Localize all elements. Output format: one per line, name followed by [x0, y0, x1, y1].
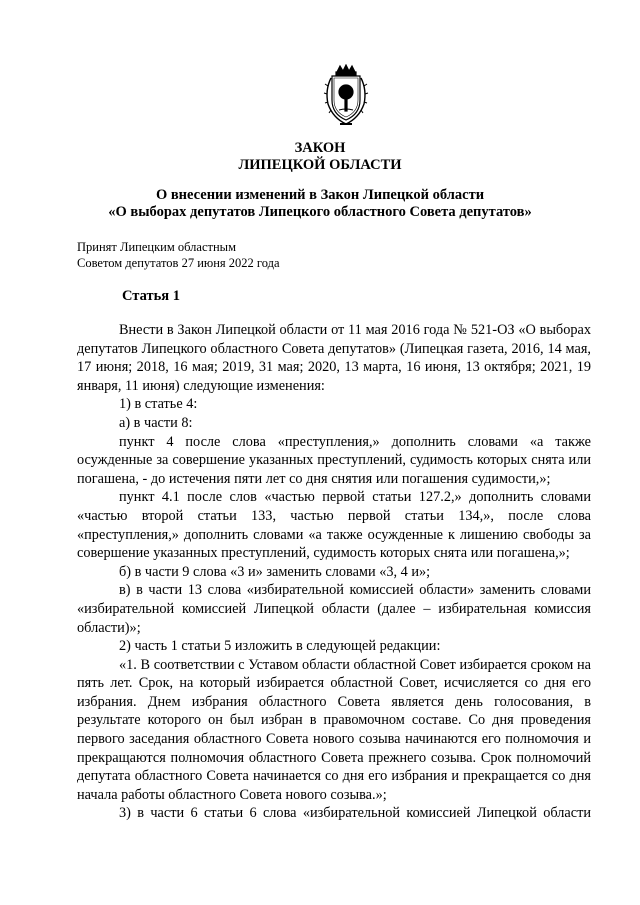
- article-paragraph: пункт 4 после слова «преступления,» дополнить словами «а также осужденные за совершение указанных преступлений, судимость которых снята или погашена, - до истечения пяти лет со дня снятия или погашения судимости,»;: [77, 433, 591, 487]
- article-paragraph: «1. В соответствии с Уставом области областной Совет избирается сроком на пять лет. Срок, на который избирается областной Совет, исчисляется со дня его избрания. Днем избрания областного Совета является день голосования, в результате которого он был избран в правомочном составе. Со дня проведения первого заседания областного Совета нового созыва начинаются его полномочия и прекращаются полномочия областного Совета прежнего созыва. Срок полномочий депутата областного Совета начинается со дня его избрания и прекращается со дня начала работы областного Совета нового созыва.»;: [77, 656, 591, 803]
- adoption-line2: Советом депутатов 27 июня 2022 года: [77, 256, 280, 270]
- article-heading: Статья 1: [122, 288, 180, 304]
- law-region: ЛИПЕЦКОЙ ОБЛАСТИ: [238, 157, 402, 173]
- article-paragraph: в) в части 13 слова «избирательной комиссией области» заменить словами «избирательной комиссией Липецкой области (далее – избирательная комиссия области)»;: [77, 582, 591, 636]
- article-paragraph: б) в части 9 слова «3 и» заменить словами «3, 4 и»;: [119, 563, 431, 580]
- article-paragraph: 2) часть 1 статьи 5 изложить в следующей редакции:: [119, 638, 441, 655]
- article-paragraph: 3) в части 6 статьи 6 слова «избирательной комиссией Липецкой области: [119, 805, 591, 822]
- coat-of-arms-icon: [323, 64, 369, 128]
- law-title: ЗАКОН: [294, 140, 346, 156]
- article-paragraph: пункт 4.1 после слов «частью первой статьи 127.2,» дополнить словами «частью второй статьи 133, частью первой статьи 134,», после слова «преступления,» дополнить словами «а также осужденные к лишению свободы за совершение указанных преступлений, судимость которых снята или погашена,»;: [77, 489, 591, 562]
- article-body: [77, 321, 591, 823]
- adoption-line1: Принят Липецким областным: [77, 240, 236, 254]
- article-paragraph: а) в части 8:: [119, 414, 193, 431]
- article-paragraph: Внести в Закон Липецкой области от 11 мая 2016 года № 521-ОЗ «О выборах депутатов Липецкого областного Совета депутатов» (Липецкая газета, 2016, 14 мая, 17 июня; 2018, 16 мая; 2019, 31 мая; 2020, 13 марта, 16 июня, 13 октября; 2021, 19 января, 11 июня) следующие изменения:: [77, 322, 591, 394]
- law-subject-line1: О внесении изменений в Закон Липецкой области: [155, 187, 485, 203]
- law-subject-line2: «О выборах депутатов Липецкого областного Совета депутатов»: [108, 204, 532, 220]
- article-paragraph: 1) в статье 4:: [119, 396, 198, 413]
